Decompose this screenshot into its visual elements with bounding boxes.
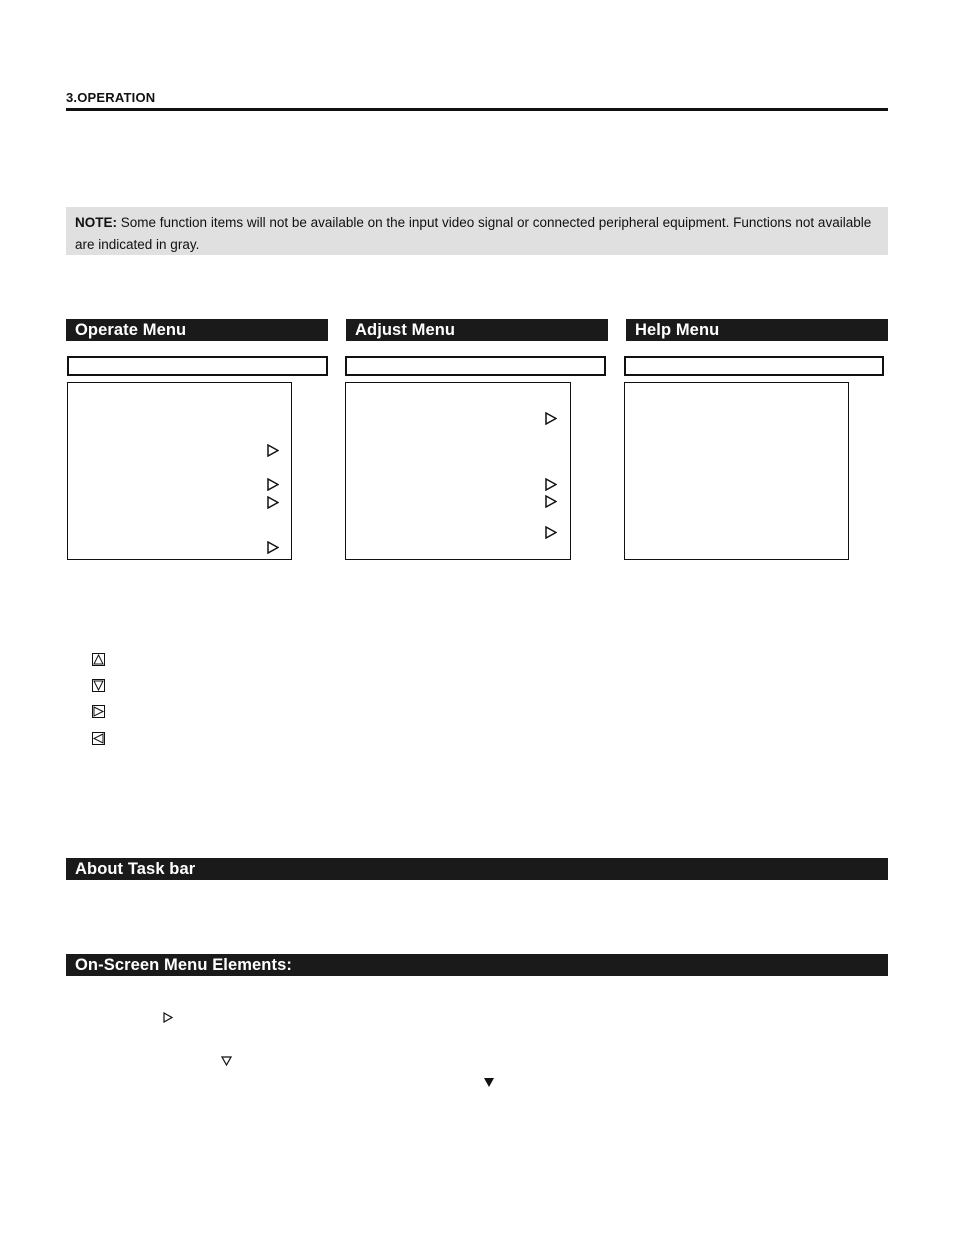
right-arrow-key-icon bbox=[92, 705, 105, 718]
up-arrow-key-icon bbox=[92, 653, 105, 666]
section-header: 3.OPERATION bbox=[66, 90, 156, 105]
operate-menu-dropdown bbox=[67, 382, 292, 560]
operate-menu-title: Operate Menu bbox=[66, 319, 328, 341]
right-triangle-outline-icon[interactable] bbox=[545, 478, 557, 491]
adjust-menu-bar[interactable] bbox=[345, 356, 606, 376]
note-text: Some function items will not be available on the input video signal or connected peripheral equipment. Functions not available are indicated in gray. bbox=[75, 215, 872, 252]
down-triangle-filled-icon bbox=[484, 1078, 494, 1087]
note-label: NOTE: bbox=[75, 215, 117, 230]
left-arrow-key-icon bbox=[92, 732, 105, 745]
right-triangle-outline-icon[interactable] bbox=[545, 526, 557, 539]
right-triangle-outline-icon[interactable] bbox=[267, 496, 279, 509]
adjust-menu-title: Adjust Menu bbox=[346, 319, 608, 341]
down-triangle-outline-icon bbox=[221, 1056, 232, 1066]
note-box bbox=[66, 207, 888, 255]
operate-menu-bar[interactable] bbox=[67, 356, 328, 376]
right-triangle-outline-icon[interactable] bbox=[545, 495, 557, 508]
on-screen-menu-elements-title: On-Screen Menu Elements: bbox=[66, 954, 888, 976]
header-divider bbox=[66, 108, 888, 111]
right-triangle-outline-icon bbox=[163, 1012, 173, 1023]
right-triangle-outline-icon[interactable] bbox=[267, 541, 279, 554]
about-task-bar-title: About Task bar bbox=[66, 858, 888, 880]
right-triangle-outline-icon[interactable] bbox=[267, 478, 279, 491]
help-menu-title: Help Menu bbox=[626, 319, 888, 341]
adjust-menu-dropdown bbox=[345, 382, 571, 560]
help-menu-dropdown bbox=[624, 382, 849, 560]
right-triangle-outline-icon[interactable] bbox=[267, 444, 279, 457]
help-menu-bar[interactable] bbox=[624, 356, 884, 376]
down-arrow-key-icon bbox=[92, 679, 105, 692]
right-triangle-outline-icon[interactable] bbox=[545, 412, 557, 425]
